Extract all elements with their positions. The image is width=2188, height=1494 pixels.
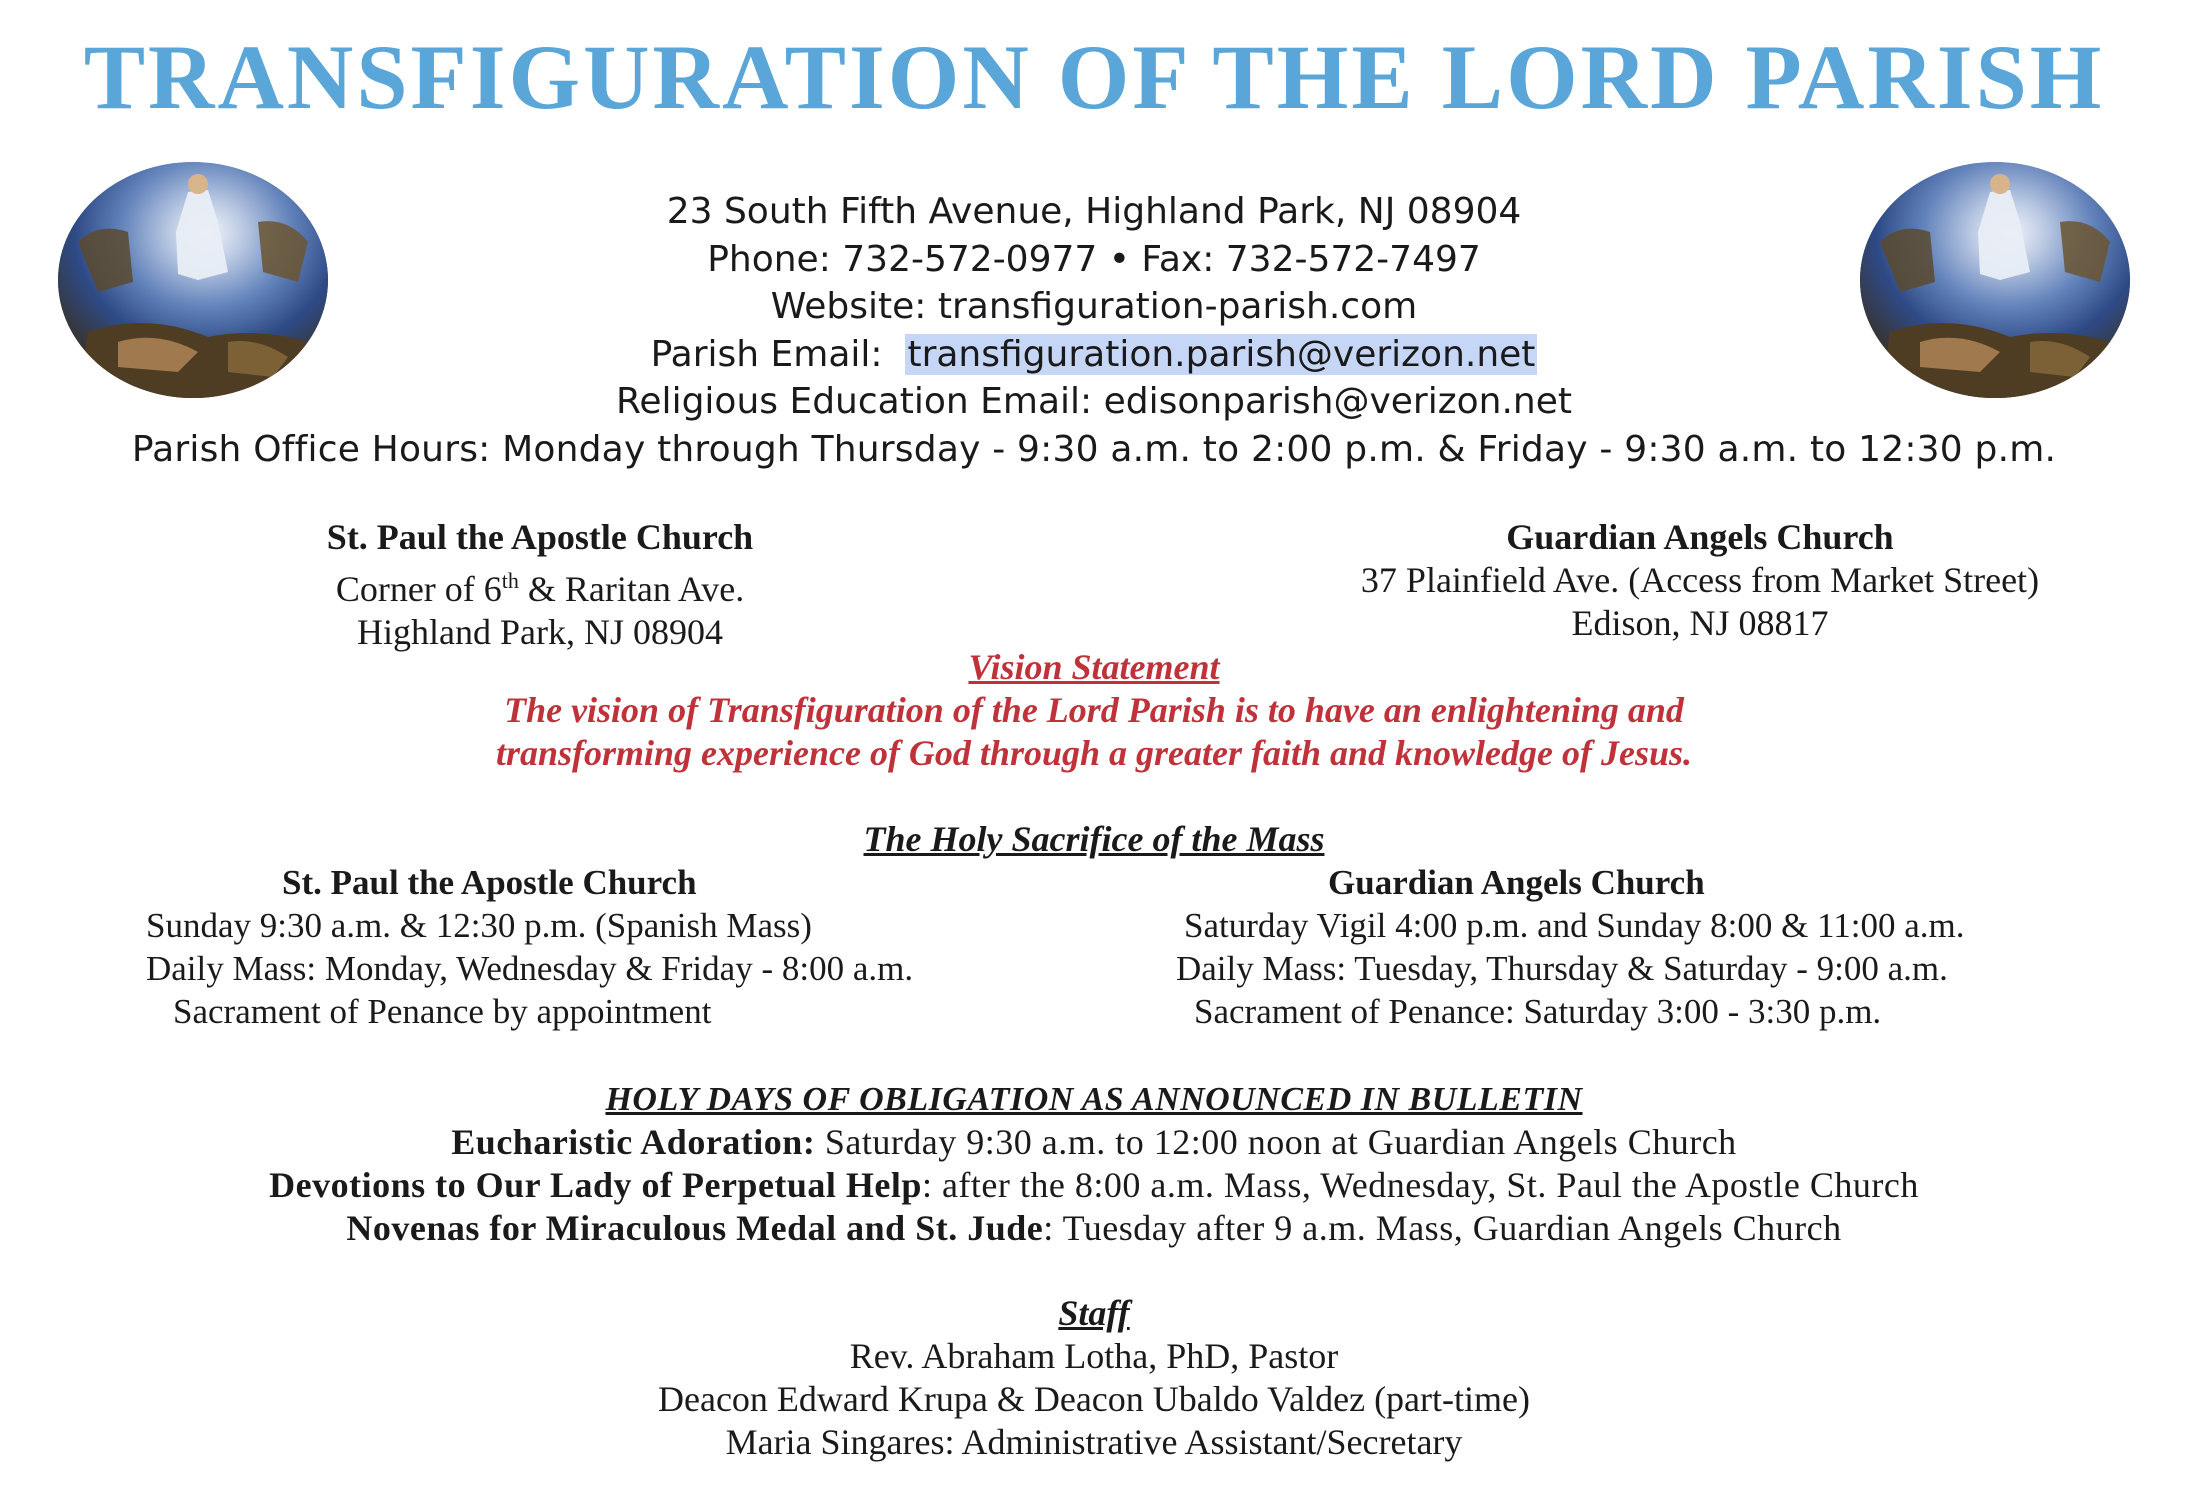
website-link[interactable]: Website: transfiguration-parish.com xyxy=(770,286,1418,327)
st-paul-address-line2: Highland Park, NJ 08904 xyxy=(357,612,723,652)
guardian-angels-address-block xyxy=(1300,516,2100,645)
mass-guardian-name: Guardian Angels Church xyxy=(1328,863,1705,902)
religious-education-email[interactable]: Religious Education Email: edisonparish@verizon.net xyxy=(616,381,1572,422)
parish-title: TRANSFIGURATION OF THE LORD PARISH xyxy=(83,26,2105,128)
staff-line-2: Deacon Edward Krupa & Deacon Ubaldo Valdez (part-time) xyxy=(658,1379,1530,1419)
eucharistic-adoration: Eucharistic Adoration: Saturday 9:30 a.m. to 12:00 noon at Guardian Angels Church xyxy=(451,1122,1737,1162)
mass-st-paul-line3: Sacrament of Penance by appointment xyxy=(173,992,712,1031)
vision-line-2: transforming experience of God through a greater faith and knowledge of Jesus. xyxy=(495,733,1693,773)
guardian-angels-address-line2: Edison, NJ 08817 xyxy=(1571,603,1829,643)
phone-fax: Phone: 732-572-0977 • Fax: 732-572-7497 xyxy=(707,238,1481,280)
st-paul-address-block xyxy=(230,516,850,654)
perpetual-help-devotions: Devotions to Our Lady of Perpetual Help: after the 8:00 a.m. Mass, Wednesday, St. Paul the Apostle Church xyxy=(269,1165,1919,1205)
mass-st-paul-line2: Daily Mass: Monday, Wednesday & Friday - 8:00 a.m. xyxy=(146,949,914,988)
vision-statement xyxy=(0,646,2188,775)
guardian-angels-name: Guardian Angels Church xyxy=(1506,517,1894,557)
parish-email-link[interactable]: transfiguration.parish@verizon.net xyxy=(907,333,1536,375)
vision-heading: Vision Statement xyxy=(968,647,1220,687)
devotions-block xyxy=(0,1078,2188,1250)
staff-block xyxy=(0,1292,2188,1464)
mass-guardian-line3: Sacrament of Penance: Saturday 3:00 - 3:30 p.m. xyxy=(1194,992,1882,1031)
address: 23 South Fifth Avenue, Highland Park, NJ 08904 xyxy=(666,191,1522,232)
mass-guardian-line2: Daily Mass: Tuesday, Thursday & Saturday - 9:00 a.m. xyxy=(1176,949,1948,988)
office-hours: Parish Office Hours: Monday through Thursday - 9:30 a.m. to 2:00 p.m. & Friday - 9:30 a.m. to 12:30 p.m. xyxy=(131,428,2057,470)
parish-email-line xyxy=(0,331,2188,379)
staff-line-1: Rev. Abraham Lotha, PhD, Pastor xyxy=(849,1336,1339,1376)
staff-line-3: Maria Singares: Administrative Assistant/Secretary xyxy=(725,1422,1463,1462)
contact-block xyxy=(0,188,2188,473)
st-paul-name: St. Paul the Apostle Church xyxy=(326,517,754,557)
holy-days-heading: HOLY DAYS OF OBLIGATION AS ANNOUNCED IN BULLETIN xyxy=(605,1081,1583,1118)
guardian-angels-address-line1: 37 Plainfield Ave. (Access from Market Street) xyxy=(1360,560,2040,600)
vision-line-1: The vision of Transfiguration of the Lord Parish is to have an enlightening and xyxy=(504,690,1684,730)
mass-guardian-line1: Saturday Vigil 4:00 p.m. and Sunday 8:00 & 11:00 a.m. xyxy=(1184,906,1965,945)
st-paul-address-line1: Corner of 6th & Raritan Ave. xyxy=(335,568,745,609)
novenas: Novenas for Miraculous Medal and St. Jude: Tuesday after 9 a.m. Mass, Guardian Angels Church xyxy=(346,1208,1842,1248)
mass-heading: The Holy Sacrifice of the Mass xyxy=(863,819,1325,859)
staff-heading: Staff xyxy=(1058,1293,1130,1333)
mass-st-paul-line1: Sunday 9:30 a.m. & 12:30 p.m. (Spanish Mass) xyxy=(146,906,812,945)
parish-email-label: Parish Email: xyxy=(650,333,883,375)
mass-st-paul-name: St. Paul the Apostle Church xyxy=(282,863,697,902)
